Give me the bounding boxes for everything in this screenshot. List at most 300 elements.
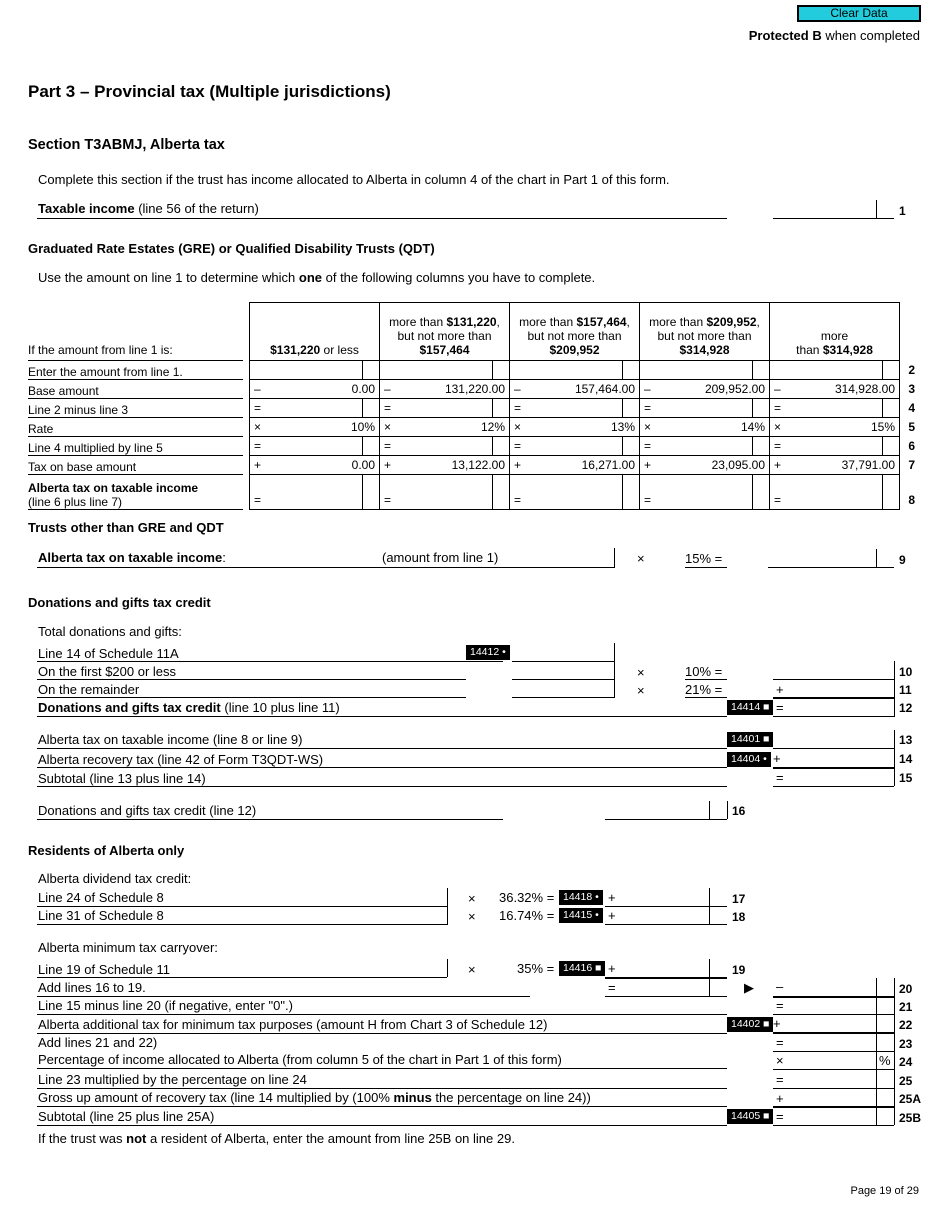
line11-input[interactable] [773, 679, 894, 699]
grid-cell-cents-divider [752, 361, 769, 379]
line25a-post: the percentage on line 24)) [431, 1090, 591, 1105]
protected-notice [749, 28, 920, 43]
grid-row-label-text: Line 4 multiplied by line 5 [28, 441, 163, 455]
grid-cell[interactable] [380, 361, 510, 380]
rule-line21 [37, 1014, 727, 1015]
grid-cell[interactable] [510, 361, 640, 380]
grid-row-label-text: Tax on base amount [28, 460, 137, 474]
grid-cell-value: 209,952.00 [704, 382, 765, 396]
grid-cell-cents-divider [492, 475, 509, 509]
rule-line9-rate [685, 567, 727, 568]
line25-label: Line 23 multiplied by the percentage on line 24 [38, 1072, 307, 1087]
code-14418: 14418 • [559, 890, 603, 905]
rule-sched11a [37, 661, 503, 662]
grid-line-number: 4 [908, 401, 915, 415]
grid-head-col-4 [640, 303, 770, 361]
grid-cell-value: 131,220.00 [444, 382, 505, 396]
grid-cell-cents-divider [882, 361, 899, 379]
line25b-equals: = [776, 1109, 784, 1124]
grid-cell-operator: × [254, 420, 262, 434]
grid-cell [250, 456, 380, 475]
line16-label: Donations and gifts tax credit (line 12) [38, 803, 257, 818]
grid-cell[interactable] [770, 437, 915, 456]
rule-line18 [37, 924, 447, 925]
grid-cell-cents-divider [622, 399, 639, 417]
schedule11a-input[interactable] [512, 643, 614, 662]
grid-head-col-2 [380, 303, 510, 361]
grid-cell-cents-divider [882, 399, 899, 417]
rule-line25a [37, 1106, 727, 1107]
col3-l1: more than [519, 315, 577, 329]
grid-cell-cents-divider [362, 361, 379, 379]
grid-cell-operator: + [644, 458, 652, 472]
grid-row [28, 380, 900, 399]
line18-input[interactable] [605, 906, 727, 925]
grid-cell[interactable] [510, 437, 640, 456]
line15-label: Subtotal (line 13 plus line 14) [38, 771, 206, 786]
rule-line17 [37, 906, 447, 907]
col4-l3b: $314,928 [679, 343, 730, 357]
grid-cell[interactable] [640, 475, 770, 510]
col3-l3b: $209,952 [549, 343, 600, 357]
line9-colon: : [222, 550, 226, 565]
line-number-18: 18 [732, 910, 746, 924]
line18-plus: + [608, 908, 616, 923]
line14-input[interactable] [773, 749, 894, 769]
grid-cell-value: 14% [740, 420, 765, 434]
line-number-11: 11 [899, 683, 912, 697]
line-number-15: 15 [899, 771, 913, 785]
line-number-16: 16 [732, 804, 746, 818]
line19-plus: + [608, 961, 616, 976]
line-number-17: 17 [732, 892, 746, 906]
grid-line-number: 3 [908, 382, 915, 396]
grid-cell[interactable] [770, 399, 915, 418]
line11-rate: 21% = [685, 682, 723, 697]
grid-cell-operator: = [774, 401, 782, 415]
col3-l2: but not more than [527, 329, 622, 343]
grid-row [28, 437, 900, 456]
grid-line-number: 2 [908, 363, 915, 377]
line9-times: × [637, 551, 645, 566]
col1-amount: $131,220 [270, 343, 321, 357]
code-14402: 14402 ■ [727, 1017, 773, 1032]
grid-cell[interactable] [510, 399, 640, 418]
grid-cell [510, 456, 640, 475]
grid-cell [380, 418, 510, 437]
grid-cell-operator: × [774, 420, 782, 434]
grid-row-label-text: Alberta tax on taxable income [28, 481, 199, 495]
gre-title: Graduated Rate Estates (GRE) or Qualified Disability Trusts (QDT) [28, 241, 435, 256]
code-14404: 14404 • [727, 752, 771, 767]
rule-line22 [37, 1033, 727, 1034]
line25a-label [38, 1090, 591, 1105]
grid-row-label-text: Line 2 minus line 3 [28, 403, 129, 417]
grid-cell-operator: + [254, 458, 262, 472]
grid-cell [770, 456, 915, 475]
first-200-label: On the first $200 or less [38, 664, 177, 679]
line22-input[interactable] [773, 1014, 894, 1034]
gre-instr-post: of the following columns you have to complete. [322, 270, 596, 285]
line25-input[interactable] [773, 1070, 894, 1089]
line25b-label: Subtotal (line 25 plus line 25A) [38, 1109, 215, 1124]
grid-cell-cents-divider [492, 437, 509, 455]
grid-cell-operator: + [774, 458, 782, 472]
section-title: Section T3ABMJ, Alberta tax [28, 137, 225, 153]
grid-cell-operator: = [774, 439, 782, 453]
donations-divider [614, 643, 615, 698]
grid-cell-operator: = [254, 493, 262, 507]
line-number-14: 14 [899, 752, 913, 766]
grid-row [28, 475, 900, 510]
donations-credit-label [38, 700, 340, 715]
taxable-income-bold: Taxable income [38, 201, 135, 216]
col4-l1b: $209,952 [706, 315, 757, 329]
grid-cell-operator: – [254, 382, 261, 396]
dividend-divider [447, 888, 448, 925]
code-14412: 14412 • [466, 645, 510, 660]
grid-cell[interactable] [380, 437, 510, 456]
grid-cell-cents-divider [622, 475, 639, 509]
grid-cell-value: 13,122.00 [451, 458, 505, 472]
line9-label [38, 550, 226, 565]
rule-line14 [37, 767, 727, 768]
grid-cell-cents-divider [492, 399, 509, 417]
line1-cents-divider [876, 200, 877, 218]
line16-right [727, 801, 728, 819]
rule-line13 [37, 748, 727, 749]
arrow-right-icon: ▶ [744, 980, 754, 995]
line20-label: Add lines 16 to 19. [38, 980, 146, 995]
line19-divider [447, 959, 448, 977]
grid-row [28, 456, 900, 475]
grid-cell-cents-divider [362, 399, 379, 417]
lines20-25b-right [894, 978, 895, 1125]
line21-input[interactable] [773, 996, 894, 1015]
col3-l1c: , [626, 315, 630, 329]
lines13-15-right [894, 730, 895, 786]
grid-line-number: 7 [908, 458, 915, 472]
grid-cell-operator: + [384, 458, 392, 472]
grid-cell-operator: = [644, 439, 652, 453]
grid-cell [640, 418, 770, 437]
grid-cell [510, 418, 640, 437]
grid-head-label: If the amount from line 1 is: [28, 303, 243, 361]
line18-times: × [468, 909, 476, 924]
col4-l1: more than [649, 315, 707, 329]
grid-line-number: 8 [908, 493, 915, 507]
note-post: a resident of Alberta, enter the amount from line 25B on line 29. [146, 1131, 515, 1146]
grid-cell-operator: = [514, 439, 522, 453]
grid-row-label [28, 380, 243, 399]
grid-cell-value: 16,271.00 [581, 458, 635, 472]
grid-cell[interactable] [250, 399, 380, 418]
grid-cell[interactable] [250, 361, 380, 380]
line9-rate: 15% = [685, 551, 723, 566]
remainder-label: On the remainder [38, 682, 140, 697]
schedule11a-label: Line 14 of Schedule 11A [38, 646, 179, 661]
line13-label: Alberta tax on taxable income (line 8 or line 9) [38, 732, 303, 747]
line25a-pre: Gross up amount of recovery tax (line 14 multiplied by (100% [38, 1090, 394, 1105]
non-resident-note [38, 1131, 515, 1146]
rule-line1 [37, 218, 727, 219]
grid-cell[interactable] [510, 475, 640, 510]
line-number-1: 1 [899, 204, 906, 218]
first-200-input[interactable] [512, 661, 614, 680]
col5-l3b: $314,928 [822, 343, 873, 357]
grid-cell-operator: = [384, 401, 392, 415]
code-14415: 14415 • [559, 908, 603, 923]
gre-instruction [38, 270, 595, 285]
rule-line12 [37, 716, 727, 717]
grid-line-number: 6 [908, 439, 915, 453]
col2-l3b: $157,464 [419, 343, 470, 357]
note-bold: not [126, 1131, 147, 1146]
protected-rest: when completed [821, 28, 920, 43]
rule-line19 [37, 977, 447, 978]
grid-cell[interactable] [770, 361, 915, 380]
line17-times: × [468, 891, 476, 906]
col2-l1: more than [389, 315, 447, 329]
grid-head-col-1 [250, 303, 380, 361]
line-number-13: 13 [899, 733, 913, 747]
line-number-20: 20 [899, 982, 913, 996]
grid-cell-operator: = [514, 493, 522, 507]
line17-label: Line 24 of Schedule 8 [38, 890, 164, 905]
grid-row-label [28, 418, 243, 437]
col2-l2: but not more than [397, 329, 492, 343]
line24-input[interactable] [773, 1051, 894, 1070]
grid-cell-operator: × [384, 420, 392, 434]
line13-input[interactable] [773, 730, 894, 749]
grid-cell-cents-divider [882, 475, 899, 509]
line19-times: × [468, 962, 476, 977]
line22-plus: + [773, 1016, 781, 1031]
rule-line16 [37, 819, 503, 820]
donations-credit-bold: Donations and gifts tax credit [38, 700, 221, 715]
grid-cell-operator: × [644, 420, 652, 434]
grid-cell-value: 0.00 [351, 382, 375, 396]
line21-equals: = [776, 998, 784, 1013]
line-number-10: 10 [899, 665, 913, 679]
line24-label: Percentage of income allocated to Alberta (from column 5 of the chart in Part 1 of this form) [38, 1052, 562, 1067]
line-number-25a: 25A [899, 1092, 922, 1106]
remainder-input[interactable] [512, 679, 614, 698]
grid-cell-value: 0.00 [351, 458, 375, 472]
code-14405: 14405 ■ [727, 1109, 773, 1124]
grid-cell [380, 456, 510, 475]
line20-sum-input[interactable] [605, 978, 727, 997]
grid-cell [770, 380, 915, 399]
line14-plus: + [773, 751, 781, 766]
grid-cell-operator: – [514, 382, 521, 396]
col3-l1b: $157,464 [576, 315, 627, 329]
grid-cell-operator: = [254, 401, 262, 415]
grid-cell-cents-divider [362, 437, 379, 455]
grid-cell-operator: = [254, 439, 262, 453]
line25a-plus: + [776, 1091, 784, 1106]
gre-rate-grid [28, 302, 915, 510]
grid-row-label-sub: (line 6 plus line 7) [28, 495, 123, 509]
line23-input[interactable] [773, 1033, 894, 1052]
grid-row-label [28, 475, 243, 510]
line17-plus: + [608, 890, 616, 905]
rule-line10-rate [685, 679, 727, 680]
grid-cell[interactable] [250, 475, 380, 510]
line24-times: × [776, 1053, 784, 1068]
grid-cell-cents-divider [882, 437, 899, 455]
line18-label: Line 31 of Schedule 8 [38, 908, 164, 923]
grid-row-label [28, 361, 243, 380]
gre-instr-pre: Use the amount on line 1 to determine which [38, 270, 299, 285]
line22-label: Alberta additional tax for minimum tax purposes (amount H from Chart 3 of Schedule 12) [38, 1017, 548, 1032]
grid-cell-operator: = [774, 493, 782, 507]
grid-cell-operator: – [384, 382, 391, 396]
col2-l1b: $131,220 [446, 315, 497, 329]
grid-cell-operator: × [514, 420, 522, 434]
line14-label: Alberta recovery tax (line 42 of Form T3QDT-WS) [38, 752, 324, 767]
rule-line11-rate [685, 697, 727, 698]
grid-cell-cents-divider [362, 475, 379, 509]
grid-cell-value: 23,095.00 [711, 458, 765, 472]
clear-data-button[interactable]: Clear Data [797, 5, 921, 22]
grid-cell-cents-divider [752, 475, 769, 509]
grid-row [28, 399, 900, 418]
grid-cell-value: 314,928.00 [834, 382, 895, 396]
col5-l2: more [820, 329, 849, 343]
line11-plus: + [776, 682, 784, 697]
line10-times: × [637, 665, 645, 680]
line-number-25b: 25B [899, 1111, 922, 1125]
grid-cell-operator: – [774, 382, 781, 396]
min-tax-carryover-label: Alberta minimum tax carryover: [38, 940, 218, 955]
grid-cell[interactable] [380, 399, 510, 418]
grid-cell[interactable] [250, 437, 380, 456]
grid-cell [250, 418, 380, 437]
rule-line15 [37, 786, 727, 787]
grid-cell[interactable] [640, 361, 770, 380]
line10-input[interactable] [773, 661, 894, 680]
rule-first200 [37, 679, 466, 680]
line25a-input[interactable] [773, 1088, 894, 1108]
grid-row-label-text: Base amount [28, 384, 99, 398]
line19-label: Line 19 of Schedule 11 [38, 962, 171, 977]
line-number-23: 23 [899, 1037, 913, 1051]
line-number-12: 12 [899, 701, 913, 715]
grid-header-row [28, 303, 900, 361]
line23-label: Add lines 21 and 22) [38, 1035, 158, 1050]
taxable-income-rest: (line 56 of the return) [134, 201, 259, 216]
grid-cell-operator: = [384, 439, 392, 453]
grid-row-label-text: Enter the amount from line 1. [28, 365, 183, 379]
line15-input[interactable] [773, 768, 894, 787]
donations-title: Donations and gifts tax credit [28, 595, 211, 610]
note-pre: If the trust was [38, 1131, 127, 1146]
line25-equals: = [776, 1072, 784, 1087]
grid-cell[interactable] [640, 437, 770, 456]
grid-cell-operator: = [644, 493, 652, 507]
grid-cell-value: 10% [350, 420, 375, 434]
grid-cell-operator: – [644, 382, 651, 396]
grid-cell[interactable] [640, 399, 770, 418]
grid-cell-operator: = [644, 401, 652, 415]
grid-cell-operator: = [384, 493, 392, 507]
grid-cell-cents-divider [622, 361, 639, 379]
line12-input[interactable] [773, 698, 894, 717]
donations-total-label: Total donations and gifts: [38, 624, 182, 639]
rule-line24 [37, 1068, 727, 1069]
line15-equals: = [776, 770, 784, 785]
part-title: Part 3 – Provincial tax (Multiple jurisdictions) [28, 82, 391, 101]
other-trusts-title: Trusts other than GRE and QDT [28, 520, 224, 535]
col4-l1c: , [756, 315, 760, 329]
grid-cell [770, 418, 915, 437]
grid-row-label-text: Rate [28, 422, 54, 436]
taxable-income-label [38, 201, 259, 216]
line25b-input[interactable] [773, 1107, 894, 1126]
line19-rate: 35% = [517, 961, 555, 976]
code-14414: 14414 ■ [727, 700, 773, 715]
code-14416: 14416 ■ [559, 961, 605, 976]
grid-cell-cents-divider [752, 437, 769, 455]
col2-l1c: , [496, 315, 500, 329]
line18-rate: 16.74% = [499, 908, 555, 923]
grid-cell-value: 12% [480, 420, 505, 434]
grid-row-label [28, 399, 243, 418]
grid-row-label [28, 456, 243, 475]
line-number-22: 22 [899, 1018, 913, 1032]
grid-cell-cents-divider [492, 361, 509, 379]
line-number-24: 24 [899, 1055, 913, 1069]
line16-cents-divider [709, 801, 710, 819]
line20-equals: = [608, 980, 616, 995]
grid-cell[interactable] [380, 475, 510, 510]
line21-label: Line 15 minus line 20 (if negative, enter "0".) [38, 998, 293, 1013]
line10-rate: 10% = [685, 664, 723, 679]
line-number-25: 25 [899, 1074, 913, 1088]
grid-cell[interactable] [770, 475, 915, 510]
grid-head-col-3 [510, 303, 640, 361]
line9-cents-divider [876, 549, 877, 567]
gre-instr-bold: one [298, 270, 322, 285]
rule-line25b [37, 1125, 727, 1126]
line11-times: × [637, 683, 645, 698]
grid-cell [380, 380, 510, 399]
grid-cell-value: 157,464.00 [574, 382, 635, 396]
grid-cell-value: 13% [610, 420, 635, 434]
grid-line-number: 5 [908, 420, 915, 434]
grid-cell [250, 380, 380, 399]
rule-line9 [37, 567, 615, 568]
protected-strong: Protected B [748, 28, 822, 43]
col1-suffix: or less [320, 343, 359, 357]
line24-percent: % [879, 1053, 891, 1068]
line23-equals: = [776, 1035, 784, 1050]
rule-remainder [37, 697, 466, 698]
grid-cell-value: 15% [870, 420, 895, 434]
line17-rate: 36.32% = [499, 890, 555, 905]
grid-head-col-5 [770, 303, 900, 361]
lines10-12-right [894, 661, 895, 717]
grid-cell [640, 456, 770, 475]
line9-amount-label: (amount from line 1) [382, 550, 499, 565]
residents-title: Residents of Alberta only [28, 843, 185, 858]
code-14401: 14401 ■ [727, 732, 773, 747]
page-number: Page 19 of 29 [850, 1185, 919, 1197]
line20-minus: – [776, 979, 784, 994]
rule-line25 [37, 1088, 727, 1089]
line9-divider [614, 548, 615, 567]
